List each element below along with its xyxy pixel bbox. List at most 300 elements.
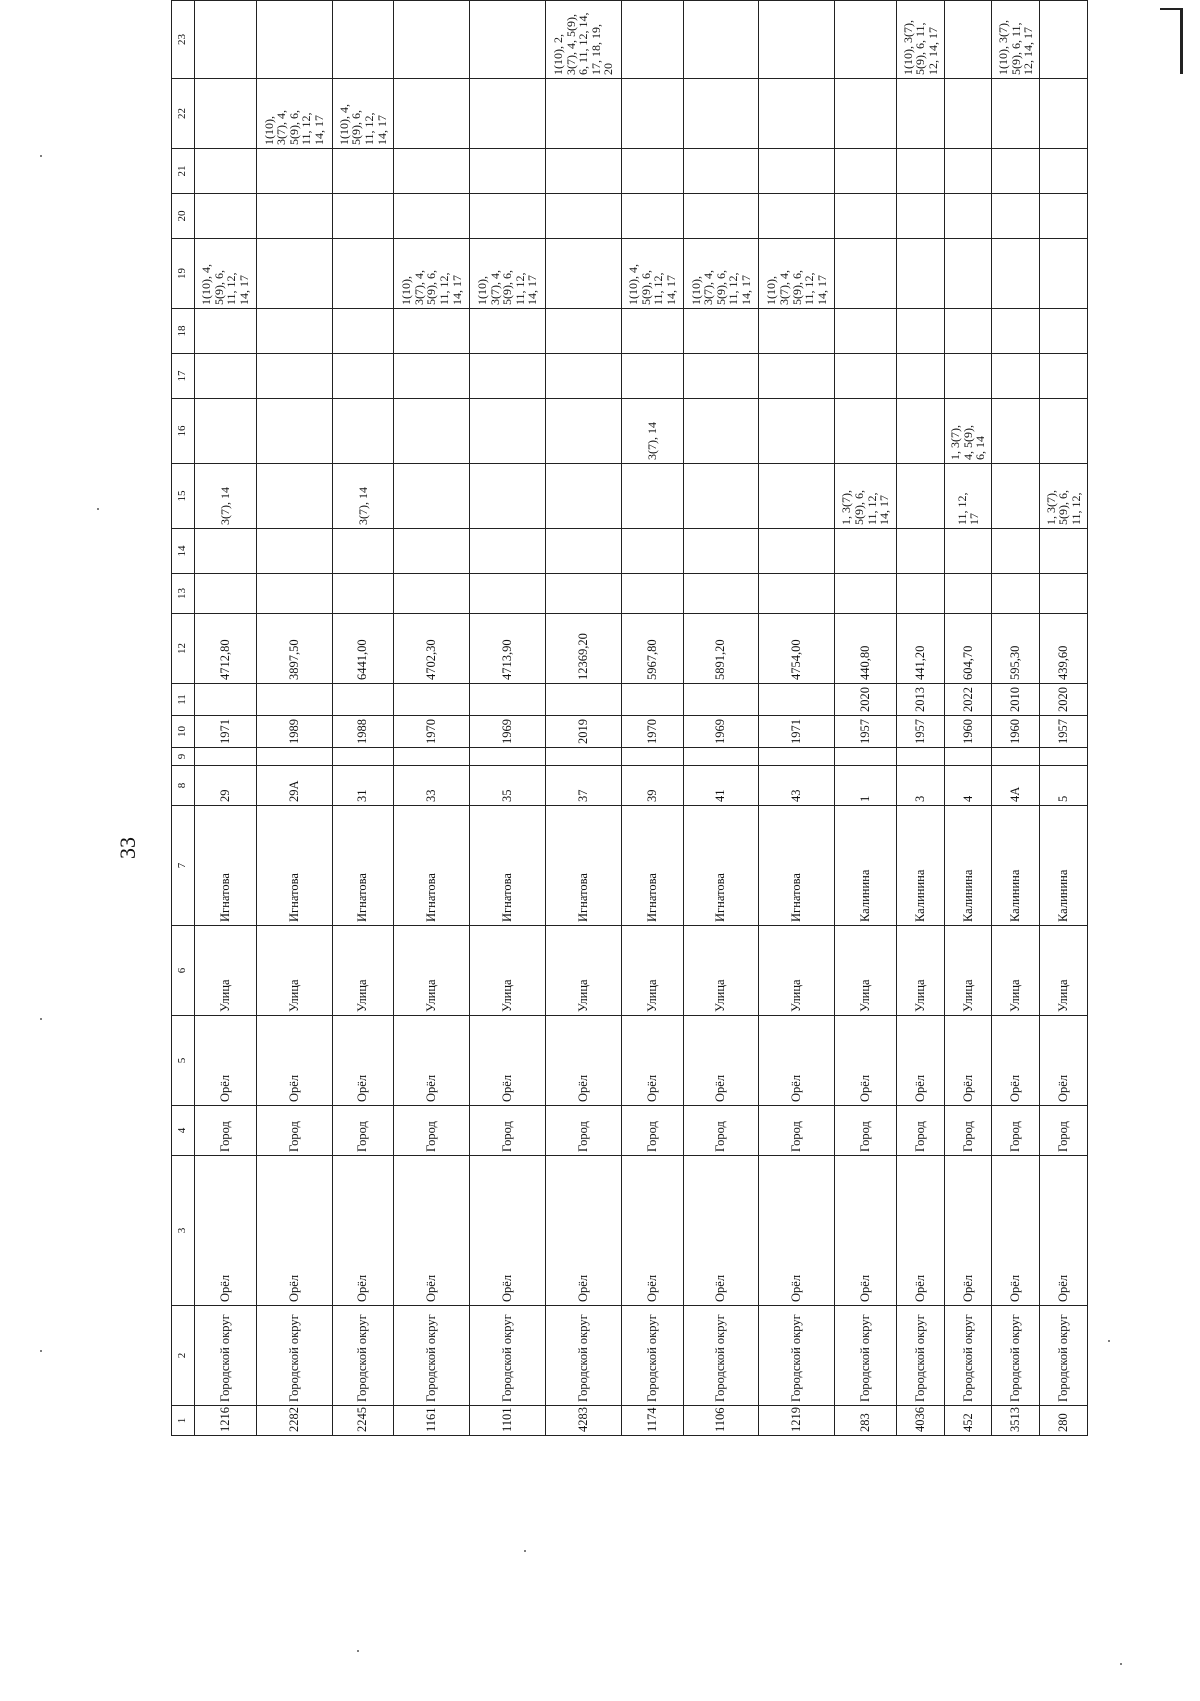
column-header-23: 23: [172, 1, 195, 79]
cell-col-8: 31: [332, 766, 394, 806]
cell-col-17: [1040, 354, 1088, 399]
cell-col-7: Игнатова: [332, 806, 394, 926]
cell-col-16: [256, 399, 332, 464]
cell-col-10: 1957: [897, 716, 945, 748]
column-header-14: 14: [172, 529, 195, 574]
cell-col-7: Калинина: [835, 806, 897, 926]
cell-col-11: [195, 684, 257, 716]
cell-col-8: 43: [759, 766, 835, 806]
scan-speck: [1120, 1663, 1122, 1665]
cell-col-5: Орёл: [1040, 1016, 1088, 1106]
cell-col-7: Игнатова: [759, 806, 835, 926]
cell-col-23: [683, 1, 759, 79]
cell-col-11: [332, 684, 394, 716]
cell-col-7: Игнатова: [195, 806, 257, 926]
cell-col-1: 1161: [394, 1406, 470, 1436]
cell-col-23: [944, 1, 992, 79]
column-header-12: 12: [172, 614, 195, 684]
cell-col-17: [759, 354, 835, 399]
cell-col-21: [621, 149, 683, 194]
scan-speck: [40, 1018, 42, 1020]
column-header-7: 7: [172, 806, 195, 926]
table-row: [683, 1, 759, 1436]
cell-col-9: [256, 748, 332, 766]
cell-col-12: 4702,30: [394, 614, 470, 684]
cell-col-5: Орёл: [759, 1016, 835, 1106]
column-header-1: 1: [172, 1406, 195, 1436]
cell-col-18: [394, 309, 470, 354]
cell-col-14: [897, 529, 945, 574]
cell-col-13: [256, 574, 332, 614]
cell-col-19: [944, 239, 992, 309]
scan-edge-mark: [1180, 8, 1183, 74]
cell-col-18: [1040, 309, 1088, 354]
cell-col-7: Игнатова: [683, 806, 759, 926]
cell-col-4: Город: [944, 1106, 992, 1156]
cell-col-17: [256, 354, 332, 399]
cell-col-14: [759, 529, 835, 574]
cell-col-9: [332, 748, 394, 766]
cell-col-18: [944, 309, 992, 354]
cell-col-17: [195, 354, 257, 399]
cell-col-18: [835, 309, 897, 354]
cell-col-20: [759, 194, 835, 239]
cell-col-22: [195, 79, 257, 149]
cell-col-17: [835, 354, 897, 399]
cell-col-11: 2022: [944, 684, 992, 716]
cell-col-12: 439,60: [1040, 614, 1088, 684]
cell-col-17: [992, 354, 1040, 399]
cell-col-3: Орёл: [992, 1156, 1040, 1306]
cell-col-23: [759, 1, 835, 79]
cell-col-19: 1(10), 3(7), 4, 5(9), 6, 11, 12, 14, 17: [394, 239, 470, 309]
cell-col-4: Город: [332, 1106, 394, 1156]
cell-col-3: Орёл: [759, 1156, 835, 1306]
cell-col-14: [470, 529, 546, 574]
cell-col-22: [546, 79, 622, 149]
table-row: [897, 1, 945, 1436]
cell-col-3: Орёл: [394, 1156, 470, 1306]
cell-col-11: 2020: [835, 684, 897, 716]
cell-col-16: [332, 399, 394, 464]
cell-col-2: Городской округ: [332, 1306, 394, 1406]
cell-col-21: [683, 149, 759, 194]
cell-col-8: 3: [897, 766, 945, 806]
cell-col-18: [332, 309, 394, 354]
cell-col-21: [546, 149, 622, 194]
cell-col-11: [394, 684, 470, 716]
table-row: [1040, 1, 1088, 1436]
cell-col-10: 1957: [835, 716, 897, 748]
cell-col-12: 604,70: [944, 614, 992, 684]
cell-col-5: Орёл: [835, 1016, 897, 1106]
cell-col-10: 1957: [1040, 716, 1088, 748]
cell-col-20: [992, 194, 1040, 239]
cell-col-14: [683, 529, 759, 574]
cell-col-2: Городской округ: [256, 1306, 332, 1406]
cell-col-22: [683, 79, 759, 149]
cell-col-2: Городской округ: [944, 1306, 992, 1406]
cell-col-5: Орёл: [546, 1016, 622, 1106]
cell-col-14: [256, 529, 332, 574]
cell-col-1: 1101: [470, 1406, 546, 1436]
cell-col-2: Городской округ: [621, 1306, 683, 1406]
cell-col-4: Город: [759, 1106, 835, 1156]
scan-speck: [357, 1650, 359, 1652]
cell-col-9: [683, 748, 759, 766]
cell-col-21: [195, 149, 257, 194]
cell-col-21: [394, 149, 470, 194]
cell-col-1: 2245: [332, 1406, 394, 1436]
cell-col-21: [1040, 149, 1088, 194]
cell-col-8: 29: [195, 766, 257, 806]
column-header-10: 10: [172, 716, 195, 748]
cell-col-9: [897, 748, 945, 766]
cell-col-3: Орёл: [897, 1156, 945, 1306]
cell-col-17: [332, 354, 394, 399]
cell-col-15: [992, 464, 1040, 529]
cell-col-4: Город: [683, 1106, 759, 1156]
cell-col-17: [621, 354, 683, 399]
cell-col-10: 1969: [470, 716, 546, 748]
cell-col-23: [195, 1, 257, 79]
cell-col-22: [835, 79, 897, 149]
cell-col-9: [470, 748, 546, 766]
cell-col-9: [835, 748, 897, 766]
cell-col-8: 39: [621, 766, 683, 806]
column-header-3: 3: [172, 1156, 195, 1306]
cell-col-8: 4А: [992, 766, 1040, 806]
cell-col-12: 440,80: [835, 614, 897, 684]
cell-col-3: Орёл: [256, 1156, 332, 1306]
cell-col-14: [1040, 529, 1088, 574]
cell-col-4: Город: [256, 1106, 332, 1156]
cell-col-5: Орёл: [332, 1016, 394, 1106]
cell-col-15: 3(7), 14: [332, 464, 394, 529]
cell-col-2: Городской округ: [195, 1306, 257, 1406]
cell-col-5: Орёл: [944, 1016, 992, 1106]
cell-col-5: Орёл: [195, 1016, 257, 1106]
cell-col-14: [332, 529, 394, 574]
cell-col-22: [394, 79, 470, 149]
cell-col-11: [621, 684, 683, 716]
cell-col-7: Калинина: [897, 806, 945, 926]
data-table: [171, 0, 1088, 1436]
cell-col-18: [992, 309, 1040, 354]
cell-col-7: Игнатова: [394, 806, 470, 926]
table-row: [546, 1, 622, 1436]
cell-col-10: 1970: [394, 716, 470, 748]
cell-col-3: Орёл: [621, 1156, 683, 1306]
cell-col-7: Калинина: [992, 806, 1040, 926]
cell-col-14: [394, 529, 470, 574]
cell-col-4: Город: [992, 1106, 1040, 1156]
cell-col-10: 1970: [621, 716, 683, 748]
cell-col-19: 1(10), 4, 5(9), 6, 11, 12, 14, 17: [621, 239, 683, 309]
column-header-18: 18: [172, 309, 195, 354]
cell-col-19: [546, 239, 622, 309]
table-row: [394, 1, 470, 1436]
cell-col-8: 4: [944, 766, 992, 806]
cell-col-16: 1, 3(7), 4, 5(9), 6, 14: [944, 399, 992, 464]
cell-col-13: [759, 574, 835, 614]
cell-col-11: [256, 684, 332, 716]
column-header-4: 4: [172, 1106, 195, 1156]
cell-col-3: Орёл: [332, 1156, 394, 1306]
column-header-8: 8: [172, 766, 195, 806]
cell-col-22: [992, 79, 1040, 149]
cell-col-6: Улица: [195, 926, 257, 1016]
cell-col-2: Городской округ: [835, 1306, 897, 1406]
table-row: [470, 1, 546, 1436]
column-header-17: 17: [172, 354, 195, 399]
cell-col-23: [835, 1, 897, 79]
cell-col-13: [394, 574, 470, 614]
cell-col-13: [944, 574, 992, 614]
column-header-6: 6: [172, 926, 195, 1016]
cell-col-9: [1040, 748, 1088, 766]
table-row: [992, 1, 1040, 1436]
cell-col-23: 1(10), 3(7), 5(9), 6, 11, 12, 14, 17: [992, 1, 1040, 79]
cell-col-14: [835, 529, 897, 574]
cell-col-16: 3(7), 14: [621, 399, 683, 464]
cell-col-5: Орёл: [621, 1016, 683, 1106]
cell-col-20: [256, 194, 332, 239]
cell-col-4: Город: [835, 1106, 897, 1156]
cell-col-16: [1040, 399, 1088, 464]
cell-col-6: Улица: [897, 926, 945, 1016]
cell-col-21: [256, 149, 332, 194]
cell-col-8: 41: [683, 766, 759, 806]
cell-col-17: [897, 354, 945, 399]
cell-col-10: 2019: [546, 716, 622, 748]
cell-col-7: Игнатова: [256, 806, 332, 926]
cell-col-3: Орёл: [195, 1156, 257, 1306]
cell-col-13: [470, 574, 546, 614]
cell-col-22: [944, 79, 992, 149]
cell-col-6: Улица: [835, 926, 897, 1016]
cell-col-13: [621, 574, 683, 614]
cell-col-18: [546, 309, 622, 354]
cell-col-11: 2013: [897, 684, 945, 716]
scan-corner-mark: [1160, 8, 1182, 10]
cell-col-6: Улица: [332, 926, 394, 1016]
cell-col-22: [470, 79, 546, 149]
cell-col-1: 3513: [992, 1406, 1040, 1436]
cell-col-12: 6441,00: [332, 614, 394, 684]
cell-col-1: 4036: [897, 1406, 945, 1436]
cell-col-9: [759, 748, 835, 766]
cell-col-5: Орёл: [470, 1016, 546, 1106]
column-header-15: 15: [172, 464, 195, 529]
cell-col-13: [835, 574, 897, 614]
cell-col-18: [759, 309, 835, 354]
cell-col-20: [394, 194, 470, 239]
cell-col-19: 1(10), 4, 5(9), 6, 11, 12, 14, 17: [195, 239, 257, 309]
cell-col-12: 5891,20: [683, 614, 759, 684]
cell-col-22: 1(10), 3(7), 4, 5(9), 6, 11, 12, 14, 17: [256, 79, 332, 149]
cell-col-17: [944, 354, 992, 399]
cell-col-13: [683, 574, 759, 614]
cell-col-10: 1971: [195, 716, 257, 748]
cell-col-23: [394, 1, 470, 79]
cell-col-19: [992, 239, 1040, 309]
cell-col-1: 1106: [683, 1406, 759, 1436]
cell-col-23: [1040, 1, 1088, 79]
cell-col-15: [470, 464, 546, 529]
cell-col-5: Орёл: [683, 1016, 759, 1106]
scan-speck: [40, 155, 42, 157]
cell-col-14: [546, 529, 622, 574]
cell-col-11: [546, 684, 622, 716]
cell-col-5: Орёл: [992, 1016, 1040, 1106]
cell-col-3: Орёл: [546, 1156, 622, 1306]
cell-col-8: 1: [835, 766, 897, 806]
page-number: 33: [115, 837, 140, 859]
cell-col-15: [897, 464, 945, 529]
cell-col-11: [683, 684, 759, 716]
cell-col-15: 3(7), 14: [195, 464, 257, 529]
cell-col-3: Орёл: [470, 1156, 546, 1306]
cell-col-2: Городской округ: [759, 1306, 835, 1406]
cell-col-8: 29А: [256, 766, 332, 806]
column-header-21: 21: [172, 149, 195, 194]
cell-col-15: [759, 464, 835, 529]
cell-col-10: 1988: [332, 716, 394, 748]
cell-col-1: 1174: [621, 1406, 683, 1436]
cell-col-16: [683, 399, 759, 464]
cell-col-3: Орёл: [944, 1156, 992, 1306]
cell-col-12: 4754,00: [759, 614, 835, 684]
cell-col-5: Орёл: [897, 1016, 945, 1106]
cell-col-19: [332, 239, 394, 309]
cell-col-20: [944, 194, 992, 239]
cell-col-23: 1(10), 2, 3(7), 4, 5(9), 6, 11, 12, 14, 17, 18, 19, 20: [546, 1, 622, 79]
cell-col-22: [759, 79, 835, 149]
cell-col-19: [256, 239, 332, 309]
scan-speck: [40, 1350, 42, 1352]
cell-col-3: Орёл: [835, 1156, 897, 1306]
table-row: [195, 1, 257, 1436]
cell-col-16: [835, 399, 897, 464]
cell-col-7: Калинина: [944, 806, 992, 926]
cell-col-22: [621, 79, 683, 149]
cell-col-21: [897, 149, 945, 194]
cell-col-20: [1040, 194, 1088, 239]
cell-col-23: 1(10), 3(7), 5(9), 6, 11, 12, 14, 17: [897, 1, 945, 79]
cell-col-15: [546, 464, 622, 529]
cell-col-12: 12369,20: [546, 614, 622, 684]
cell-col-4: Город: [621, 1106, 683, 1156]
cell-col-2: Городской округ: [683, 1306, 759, 1406]
cell-col-16: [992, 399, 1040, 464]
cell-col-4: Город: [546, 1106, 622, 1156]
cell-col-19: 1(10), 3(7), 4, 5(9), 6, 11, 12, 14, 17: [683, 239, 759, 309]
cell-col-15: [394, 464, 470, 529]
scan-speck: [1108, 1340, 1110, 1342]
cell-col-1: 1219: [759, 1406, 835, 1436]
cell-col-8: 33: [394, 766, 470, 806]
cell-col-20: [683, 194, 759, 239]
cell-col-17: [683, 354, 759, 399]
cell-col-6: Улица: [1040, 926, 1088, 1016]
cell-col-10: 1960: [944, 716, 992, 748]
cell-col-13: [992, 574, 1040, 614]
cell-col-19: 1(10), 3(7), 4, 5(9), 6, 11, 12, 14, 17: [470, 239, 546, 309]
cell-col-6: Улица: [992, 926, 1040, 1016]
cell-col-22: [897, 79, 945, 149]
cell-col-4: Город: [470, 1106, 546, 1156]
cell-col-10: 1960: [992, 716, 1040, 748]
column-header-13: 13: [172, 574, 195, 614]
column-header-9: 9: [172, 748, 195, 766]
cell-col-9: [195, 748, 257, 766]
cell-col-2: Городской округ: [897, 1306, 945, 1406]
cell-col-18: [470, 309, 546, 354]
cell-col-6: Улица: [683, 926, 759, 1016]
cell-col-8: 35: [470, 766, 546, 806]
cell-col-13: [195, 574, 257, 614]
cell-col-21: [759, 149, 835, 194]
cell-col-23: [470, 1, 546, 79]
cell-col-23: [332, 1, 394, 79]
cell-col-19: [835, 239, 897, 309]
scan-speck: [524, 1550, 526, 1552]
cell-col-17: [546, 354, 622, 399]
cell-col-5: Орёл: [256, 1016, 332, 1106]
cell-col-13: [332, 574, 394, 614]
cell-col-7: Игнатова: [621, 806, 683, 926]
cell-col-18: [256, 309, 332, 354]
column-header-2: 2: [172, 1306, 195, 1406]
cell-col-20: [470, 194, 546, 239]
cell-col-11: 2010: [992, 684, 1040, 716]
column-header-20: 20: [172, 194, 195, 239]
cell-col-11: 2020: [1040, 684, 1088, 716]
cell-col-12: 4712,80: [195, 614, 257, 684]
cell-col-22: 1(10), 4, 5(9), 6, 11, 12, 14, 17: [332, 79, 394, 149]
cell-col-19: 1(10), 3(7), 4, 5(9), 6, 11, 12, 14, 17: [759, 239, 835, 309]
cell-col-16: [546, 399, 622, 464]
cell-col-7: Калинина: [1040, 806, 1088, 926]
scan-speck: [97, 508, 99, 510]
cell-col-9: [944, 748, 992, 766]
cell-col-20: [621, 194, 683, 239]
table-body: [195, 1, 1088, 1436]
cell-col-20: [897, 194, 945, 239]
table-row: [835, 1, 897, 1436]
cell-col-1: 280: [1040, 1406, 1088, 1436]
cell-col-1: 283: [835, 1406, 897, 1436]
cell-col-10: 1989: [256, 716, 332, 748]
cell-col-4: Город: [897, 1106, 945, 1156]
cell-col-7: Игнатова: [470, 806, 546, 926]
cell-col-6: Улица: [759, 926, 835, 1016]
cell-col-4: Город: [394, 1106, 470, 1156]
cell-col-14: [944, 529, 992, 574]
cell-col-18: [683, 309, 759, 354]
cell-col-14: [621, 529, 683, 574]
cell-col-17: [394, 354, 470, 399]
column-header-5: 5: [172, 1016, 195, 1106]
cell-col-21: [992, 149, 1040, 194]
table-row: [256, 1, 332, 1436]
cell-col-19: [897, 239, 945, 309]
cell-col-1: 4283: [546, 1406, 622, 1436]
cell-col-9: [992, 748, 1040, 766]
cell-col-6: Улица: [621, 926, 683, 1016]
table-row: [332, 1, 394, 1436]
